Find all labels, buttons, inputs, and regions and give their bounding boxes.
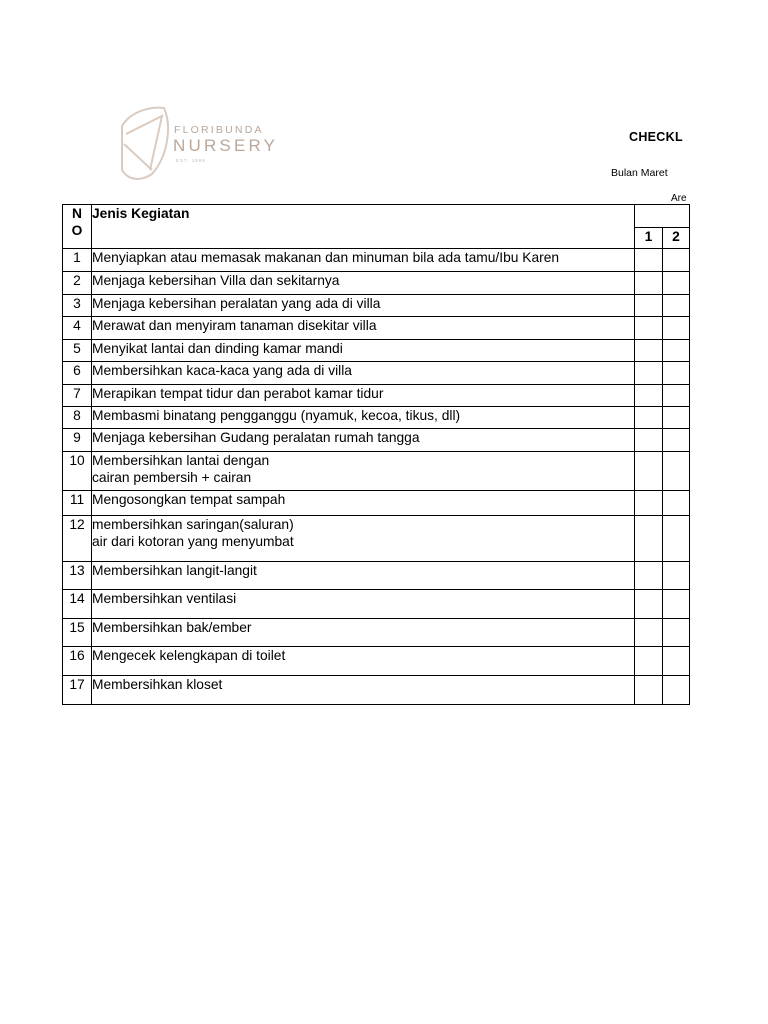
document-title: CHECKL bbox=[629, 130, 683, 144]
row-number: 8 bbox=[63, 407, 92, 429]
row-number: 6 bbox=[63, 362, 92, 385]
day-1-check-cell[interactable] bbox=[635, 452, 663, 491]
day-2-check-cell[interactable] bbox=[663, 429, 690, 452]
row-activity: Membersihkan ventilasi bbox=[92, 590, 635, 619]
row-number: 5 bbox=[63, 340, 92, 362]
table-row bbox=[63, 676, 690, 705]
row-number: 11 bbox=[63, 491, 92, 516]
column-header-no-label: N O bbox=[71, 206, 83, 238]
day-1-check-cell[interactable] bbox=[635, 619, 663, 647]
row-activity: Mengosongkan tempat sampah bbox=[92, 491, 635, 516]
table-row bbox=[63, 516, 690, 562]
header-row bbox=[63, 205, 690, 228]
day-2-check-cell[interactable] bbox=[663, 340, 690, 362]
row-number: 13 bbox=[63, 562, 92, 590]
row-activity: Menjaga kebersihan peralatan yang ada di villa bbox=[92, 295, 635, 317]
row-activity: Membersihkan lantai dengan cairan pembersih + cairan bbox=[92, 452, 635, 491]
day-2-check-cell[interactable] bbox=[663, 317, 690, 340]
table-row bbox=[63, 317, 690, 340]
floribunda-nursery-logo bbox=[116, 104, 279, 184]
row-number: 10 bbox=[63, 452, 92, 491]
table-row bbox=[63, 272, 690, 295]
row-activity: Membersihkan langit-langit bbox=[92, 562, 635, 590]
table-row bbox=[63, 619, 690, 647]
day-1-check-cell[interactable] bbox=[635, 516, 663, 562]
row-number: 12 bbox=[63, 516, 92, 562]
table-row bbox=[63, 362, 690, 385]
logo-established: EST. 1999 bbox=[176, 158, 206, 163]
day-2-check-cell[interactable] bbox=[663, 647, 690, 676]
column-header-activity-label: Jenis Kegiatan bbox=[92, 206, 190, 221]
row-activity: Membasmi binatang pengganggu (nyamuk, kecoa, tikus, dll) bbox=[92, 407, 635, 429]
row-number: 14 bbox=[63, 590, 92, 619]
day-header-2: 2 bbox=[663, 228, 690, 249]
table-row bbox=[63, 385, 690, 407]
row-activity: Menjaga kebersihan Villa dan sekitarnya bbox=[92, 272, 635, 295]
day-2-check-cell[interactable] bbox=[663, 676, 690, 705]
table-row bbox=[63, 562, 690, 590]
row-activity: Menyiapkan atau memasak makanan dan minuman bila ada tamu/Ibu Karen bbox=[92, 249, 635, 272]
table-row bbox=[63, 407, 690, 429]
day-2-check-cell[interactable] bbox=[663, 619, 690, 647]
day-1-check-cell[interactable] bbox=[635, 429, 663, 452]
day-2-check-cell[interactable] bbox=[663, 249, 690, 272]
day-1-check-cell[interactable] bbox=[635, 317, 663, 340]
row-number: 7 bbox=[63, 385, 92, 407]
day-2-check-cell[interactable] bbox=[663, 590, 690, 619]
row-number: 17 bbox=[63, 676, 92, 705]
day-2-check-cell[interactable] bbox=[663, 491, 690, 516]
day-1-check-cell[interactable] bbox=[635, 647, 663, 676]
row-number: 9 bbox=[63, 429, 92, 452]
day-1-check-cell[interactable] bbox=[635, 676, 663, 705]
day-2-check-cell[interactable] bbox=[663, 452, 690, 491]
row-activity: Membersihkan kaca-kaca yang ada di villa bbox=[92, 362, 635, 385]
leaf-logo-icon bbox=[116, 104, 176, 184]
logo-name: NURSERY bbox=[173, 136, 279, 155]
day-1-check-cell[interactable] bbox=[635, 272, 663, 295]
row-number: 3 bbox=[63, 295, 92, 317]
day-group-header bbox=[635, 205, 690, 228]
table-row bbox=[63, 429, 690, 452]
table-row bbox=[63, 249, 690, 272]
row-activity: Merawat dan menyiram tanaman disekitar villa bbox=[92, 317, 635, 340]
day-header-1: 1 bbox=[635, 228, 663, 249]
day-1-check-cell[interactable] bbox=[635, 590, 663, 619]
day-2-check-cell[interactable] bbox=[663, 385, 690, 407]
day-1-check-cell[interactable] bbox=[635, 249, 663, 272]
table-row bbox=[63, 340, 690, 362]
day-1-check-cell[interactable] bbox=[635, 340, 663, 362]
day-2-check-cell[interactable] bbox=[663, 362, 690, 385]
day-1-check-cell[interactable] bbox=[635, 491, 663, 516]
row-number: 16 bbox=[63, 647, 92, 676]
row-activity: Menyikat lantai dan dinding kamar mandi bbox=[92, 340, 635, 362]
area-label: Are bbox=[671, 193, 687, 204]
checklist-body bbox=[63, 205, 690, 705]
row-activity: Mengecek kelengkapan di toilet bbox=[92, 647, 635, 676]
row-activity: membersihkan saringan(saluran) air dari kotoran yang menyumbat bbox=[92, 516, 635, 562]
table-row bbox=[63, 452, 690, 491]
row-activity: Merapikan tempat tidur dan perabot kamar tidur bbox=[92, 385, 635, 407]
row-activity: Membersihkan kloset bbox=[92, 676, 635, 705]
logo-brand: FLORIBUNDA bbox=[174, 124, 264, 136]
day-1-check-cell[interactable] bbox=[635, 385, 663, 407]
day-2-check-cell[interactable] bbox=[663, 407, 690, 429]
day-2-check-cell[interactable] bbox=[663, 272, 690, 295]
row-activity: Membersihkan bak/ember bbox=[92, 619, 635, 647]
row-number: 2 bbox=[63, 272, 92, 295]
day-2-check-cell[interactable] bbox=[663, 295, 690, 317]
row-activity: Menjaga kebersihan Gudang peralatan rumah tangga bbox=[92, 429, 635, 452]
row-number: 15 bbox=[63, 619, 92, 647]
table-row bbox=[63, 295, 690, 317]
day-2-check-cell[interactable] bbox=[663, 516, 690, 562]
column-header-activity bbox=[92, 205, 635, 249]
checklist-table bbox=[62, 204, 690, 705]
day-2-check-cell[interactable] bbox=[663, 562, 690, 590]
column-header-no bbox=[63, 205, 92, 249]
table-row bbox=[63, 491, 690, 516]
row-number: 4 bbox=[63, 317, 92, 340]
table-row bbox=[63, 647, 690, 676]
day-1-check-cell[interactable] bbox=[635, 295, 663, 317]
day-1-check-cell[interactable] bbox=[635, 407, 663, 429]
row-number: 1 bbox=[63, 249, 92, 272]
table-row bbox=[63, 590, 690, 619]
month-label: Bulan Maret bbox=[611, 167, 668, 179]
day-1-check-cell[interactable] bbox=[635, 362, 663, 385]
day-1-check-cell[interactable] bbox=[635, 562, 663, 590]
